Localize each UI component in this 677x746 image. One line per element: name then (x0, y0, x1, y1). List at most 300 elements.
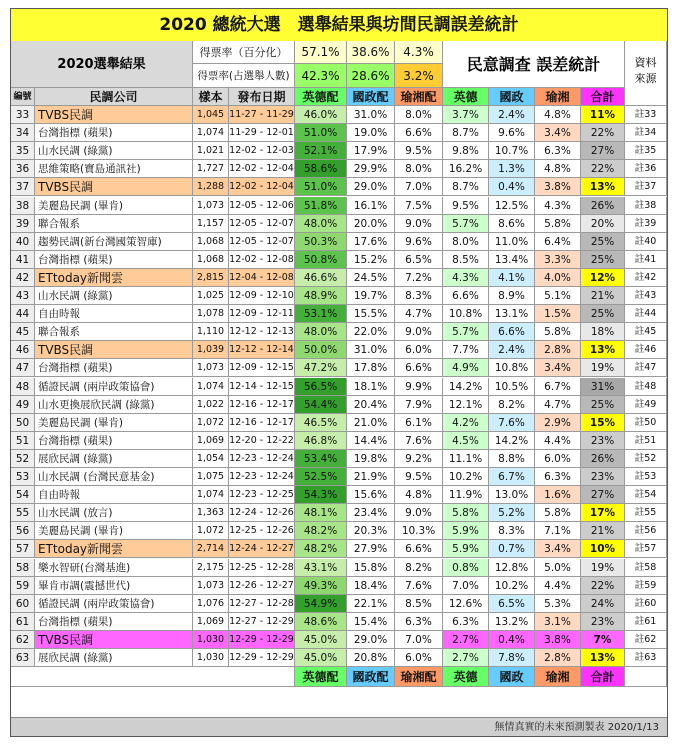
table-row-cell-b: 21.0% (347, 414, 395, 432)
table-row-cell-b: 22.1% (347, 595, 395, 613)
table-row-cell-ec: 3.4% (535, 124, 581, 142)
table-row-cell-a: 46.8% (295, 432, 347, 450)
table-row-cell-n: 1,039 (193, 341, 229, 359)
table-row-cell-no: 35 (11, 142, 35, 160)
table-row-cell-c: 6.6% (395, 540, 443, 558)
table-row-cell-c: 6.0% (395, 649, 443, 667)
table-row-cell-n: 1,072 (193, 414, 229, 432)
table-row-cell-b: 15.4% (347, 613, 395, 631)
table-row-cell-no: 47 (11, 359, 35, 377)
table-row-cell-n: 1,068 (193, 233, 229, 251)
table-row-cell-src: 註60 (625, 595, 667, 613)
column-header-2: 樣本 (193, 88, 229, 106)
table-row-cell-b: 19.7% (347, 287, 395, 305)
table-row-cell-org: 趨勢民調(新台灣國策智庫) (35, 233, 193, 251)
table-row-cell-sum: 21% (581, 287, 625, 305)
table-row-cell-sum: 13% (581, 341, 625, 359)
table-row-cell-eb: 6.6% (489, 323, 535, 341)
table-row-cell-date: 12-25 - 12-28 (229, 559, 295, 577)
table-row-cell-org: 樂水智研(台灣基進) (35, 559, 193, 577)
table-row-cell-ea: 6.3% (443, 613, 489, 631)
table-row-cell-sum: 15% (581, 414, 625, 432)
table-row-cell-eb: 8.9% (489, 287, 535, 305)
table-row-cell-org: 山水民調 (綠黨) (35, 142, 193, 160)
table-row-cell-c: 6.1% (395, 414, 443, 432)
table-row-cell-no: 56 (11, 522, 35, 540)
table-row-cell-ea: 14.2% (443, 378, 489, 396)
table-row-cell-a: 48.1% (295, 504, 347, 522)
table-row-cell-c: 8.0% (395, 106, 443, 124)
table-row-cell-a: 50.8% (295, 251, 347, 269)
table-row-cell-ea: 2.7% (443, 649, 489, 667)
table-row-cell-b: 15.5% (347, 305, 395, 323)
table-row-cell-b: 22.0% (347, 323, 395, 341)
table-row-cell-n: 1,075 (193, 468, 229, 486)
column-header-6: 瑜湘配 (395, 88, 443, 106)
table-row-cell-b: 15.2% (347, 251, 395, 269)
table-row-cell-ea: 4.3% (443, 269, 489, 287)
table-row-cell-eb: 0.4% (489, 631, 535, 649)
table-row-cell-ec: 6.7% (535, 378, 581, 396)
table-row-cell-sum: 18% (581, 323, 625, 341)
table-row-cell-date: 12-27 - 12-29 (229, 613, 295, 631)
table-row-cell-sum: 23% (581, 468, 625, 486)
table-row-cell-sum: 25% (581, 251, 625, 269)
table-row-cell-eb: 10.2% (489, 577, 535, 595)
table-row-cell-ea: 5.7% (443, 323, 489, 341)
table-row-cell-ea: 12.6% (443, 595, 489, 613)
table-row-cell-src: 註44 (625, 305, 667, 323)
table-row-cell-eb: 7.8% (489, 649, 535, 667)
table-row-cell-eb: 14.2% (489, 432, 535, 450)
error-block-title: 民意調查 誤差統計 (443, 41, 625, 88)
table-row-cell-sum: 26% (581, 450, 625, 468)
table-row-cell-n: 1,073 (193, 359, 229, 377)
table-row-cell-ec: 1.5% (535, 305, 581, 323)
table-row-cell-a: 46.5% (295, 414, 347, 432)
table-row-cell-date: 12-09 - 12-15 (229, 359, 295, 377)
table-row-cell-c: 8.0% (395, 160, 443, 178)
table-row-cell-no: 63 (11, 649, 35, 667)
table-row-cell-ec: 2.9% (535, 414, 581, 432)
table-row-cell-ec: 4.7% (535, 396, 581, 414)
table-row-cell-b: 24.5% (347, 269, 395, 287)
table-row-cell-src: 註63 (625, 649, 667, 667)
table-row-cell-org: 展欣民調 (綠黨) (35, 450, 193, 468)
table-row-cell-c: 6.6% (395, 359, 443, 377)
table-row-cell-src: 註33 (625, 106, 667, 124)
table-row-cell-n: 1,045 (193, 106, 229, 124)
table-row-cell-b: 14.4% (347, 432, 395, 450)
table-row-cell-b: 15.6% (347, 486, 395, 504)
table-row-cell-date: 12-09 - 12-10 (229, 287, 295, 305)
table-row-cell-ec: 3.1% (535, 613, 581, 631)
footer-header-4: 國政 (489, 667, 535, 687)
table-row-cell-date: 12-26 - 12-27 (229, 577, 295, 595)
table-row-cell-date: 11-27 - 11-29 (229, 106, 295, 124)
table-row-cell-src: 註46 (625, 341, 667, 359)
table-row-cell-sum: 22% (581, 160, 625, 178)
table-row-cell-ec: 6.3% (535, 468, 581, 486)
table-row-cell-ea: 10.8% (443, 305, 489, 323)
table-row-cell-a: 54.4% (295, 396, 347, 414)
result-pct-2: 4.3% (395, 41, 443, 64)
table-row-cell-eb: 12.5% (489, 197, 535, 215)
table-row-cell-ec: 1.6% (535, 486, 581, 504)
table-row-cell-sum: 12% (581, 269, 625, 287)
table-row-cell-eb: 11.0% (489, 233, 535, 251)
table-row-cell-b: 15.8% (347, 559, 395, 577)
table-row-cell-ea: 12.1% (443, 396, 489, 414)
table-row-cell-b: 17.9% (347, 142, 395, 160)
table-row-cell-src: 註38 (625, 197, 667, 215)
table-row-cell-ea: 5.9% (443, 540, 489, 558)
table-row-cell-c: 7.0% (395, 178, 443, 196)
table-row-cell-sum: 22% (581, 124, 625, 142)
table-row-cell-org: 自由時報 (35, 486, 193, 504)
table-row-cell-c: 9.5% (395, 468, 443, 486)
table-row-cell-src: 註58 (625, 559, 667, 577)
table-row-cell-a: 53.4% (295, 450, 347, 468)
table-row-cell-ea: 6.6% (443, 287, 489, 305)
table-row-cell-a: 48.2% (295, 522, 347, 540)
table-row-cell-eb: 8.8% (489, 450, 535, 468)
table-row-cell-ec: 3.4% (535, 540, 581, 558)
table-row-cell-org: 自由時報 (35, 305, 193, 323)
table-row-cell-a: 48.0% (295, 215, 347, 233)
table-row-cell-ec: 4.4% (535, 577, 581, 595)
table-row-cell-date: 12-02 - 12-04 (229, 178, 295, 196)
table-row-cell-no: 52 (11, 450, 35, 468)
table-row-cell-date: 12-14 - 12-15 (229, 378, 295, 396)
table-row-cell-ec: 3.4% (535, 359, 581, 377)
table-row-cell-n: 1,072 (193, 522, 229, 540)
table-row-cell-ea: 0.8% (443, 559, 489, 577)
table-row-cell-no: 41 (11, 251, 35, 269)
table-row-cell-eb: 6.7% (489, 468, 535, 486)
table-row-cell-eb: 1.3% (489, 160, 535, 178)
table-row-cell-ec: 2.8% (535, 341, 581, 359)
table-row-cell-org: 台灣指標 (蘋果) (35, 613, 193, 631)
column-header-3: 發布日期 (229, 88, 295, 106)
table-row-cell-a: 51.0% (295, 178, 347, 196)
table-row-cell-a: 48.6% (295, 613, 347, 631)
table-row-cell-sum: 13% (581, 649, 625, 667)
table-row-cell-a: 48.0% (295, 323, 347, 341)
table-row-cell-ea: 4.5% (443, 432, 489, 450)
table-row-cell-eb: 0.7% (489, 540, 535, 558)
table-row-cell-org: 台灣指標 (蘋果) (35, 432, 193, 450)
table-row-cell-n: 1,022 (193, 396, 229, 414)
table-row-cell-no: 55 (11, 504, 35, 522)
table-row-cell-date: 12-02 - 12-08 (229, 251, 295, 269)
table-row-cell-ec: 3.3% (535, 251, 581, 269)
table-row-cell-ec: 5.8% (535, 215, 581, 233)
table-row-cell-ea: 8.7% (443, 178, 489, 196)
table-row-cell-no: 57 (11, 540, 35, 558)
table-row-cell-no: 42 (11, 269, 35, 287)
table-row-cell-a: 45.0% (295, 649, 347, 667)
table-row-cell-a: 54.3% (295, 486, 347, 504)
table-row-cell-eb: 5.2% (489, 504, 535, 522)
table-row-cell-org: 美麗島民調 (畢肯) (35, 414, 193, 432)
table-row-cell-ea: 8.5% (443, 251, 489, 269)
table-row-cell-ea: 11.1% (443, 450, 489, 468)
table-row-cell-no: 38 (11, 197, 35, 215)
table-row-cell-ea: 7.0% (443, 577, 489, 595)
table-row-cell-date: 12-23 - 12-24 (229, 450, 295, 468)
table-row-cell-a: 46.0% (295, 106, 347, 124)
table-row-cell-a: 56.5% (295, 378, 347, 396)
table-row-cell-b: 17.8% (347, 359, 395, 377)
table-row-cell-eb: 2.4% (489, 106, 535, 124)
table-row-cell-org: 展欣民調 (綠黨) (35, 649, 193, 667)
table-row-cell-ec: 5.0% (535, 559, 581, 577)
table-row-cell-org: 山水民調 (台灣民意基金) (35, 468, 193, 486)
table-row-cell-eb: 9.6% (489, 124, 535, 142)
table-row-cell-eb: 8.6% (489, 215, 535, 233)
table-row-cell-date: 11-29 - 12-01 (229, 124, 295, 142)
table-row-cell-src: 註62 (625, 631, 667, 649)
result-row1-label: 得票率（百分化） (193, 41, 295, 64)
table-row-cell-ec: 3.8% (535, 631, 581, 649)
column-header-9: 瑜湘 (535, 88, 581, 106)
table-row-cell-ec: 4.8% (535, 106, 581, 124)
table-row-cell-n: 1,054 (193, 450, 229, 468)
table-row-cell-c: 9.5% (395, 142, 443, 160)
table-row-cell-src: 註55 (625, 504, 667, 522)
table-row-cell-b: 27.9% (347, 540, 395, 558)
table-row-cell-src: 註36 (625, 160, 667, 178)
table-row-cell-org: 聯合報系 (35, 323, 193, 341)
table-row-cell-c: 7.5% (395, 197, 443, 215)
table-row-cell-src: 註39 (625, 215, 667, 233)
table-row-cell-ec: 7.1% (535, 522, 581, 540)
table-row-cell-org: 循證民調 (兩岸政策協會) (35, 595, 193, 613)
table-row-cell-date: 12-16 - 12-17 (229, 396, 295, 414)
table-row-cell-ec: 4.4% (535, 432, 581, 450)
table-row-cell-org: ETtoday新聞雲 (35, 540, 193, 558)
table-row-cell-c: 8.5% (395, 595, 443, 613)
table-row-cell-b: 19.0% (347, 124, 395, 142)
table-row-cell-sum: 23% (581, 432, 625, 450)
table-row-cell-n: 1,110 (193, 323, 229, 341)
table-row-cell-date: 12-24 - 12-26 (229, 504, 295, 522)
table-row-cell-date: 12-12 - 12-13 (229, 323, 295, 341)
table-row-cell-src: 註43 (625, 287, 667, 305)
table-row-cell-n: 2,815 (193, 269, 229, 287)
table-row-cell-eb: 10.7% (489, 142, 535, 160)
table-row-cell-n: 1,069 (193, 613, 229, 631)
table-row-cell-a: 50.0% (295, 341, 347, 359)
table-row-cell-ea: 5.9% (443, 522, 489, 540)
table-row-cell-ec: 4.3% (535, 197, 581, 215)
table-row-cell-ec: 5.3% (535, 595, 581, 613)
table-row-cell-date: 12-25 - 12-26 (229, 522, 295, 540)
table-row-cell-ea: 8.7% (443, 124, 489, 142)
table-row-cell-n: 1,025 (193, 287, 229, 305)
table-row-cell-src: 註48 (625, 378, 667, 396)
table-row-cell-no: 61 (11, 613, 35, 631)
footer-blank (11, 667, 295, 687)
table-row-cell-b: 16.1% (347, 197, 395, 215)
table-row-cell-eb: 2.4% (489, 341, 535, 359)
table-row-cell-a: 51.0% (295, 124, 347, 142)
poll-table (10, 8, 668, 737)
table-row-cell-date: 12-23 - 12-24 (229, 468, 295, 486)
footer-header-3: 英德 (443, 667, 489, 687)
table-row-cell-ec: 4.0% (535, 269, 581, 287)
table-row-cell-date: 12-29 - 12-29 (229, 649, 295, 667)
table-row-cell-src: 註52 (625, 450, 667, 468)
footer-header-2: 瑜湘配 (395, 667, 443, 687)
result-share-1: 28.6% (347, 64, 395, 88)
table-row-cell-no: 60 (11, 595, 35, 613)
table-row-cell-date: 12-23 - 12-25 (229, 486, 295, 504)
table-row-cell-src: 註50 (625, 414, 667, 432)
table-row-cell-org: 美麗島民調 (畢肯) (35, 197, 193, 215)
table-row-cell-c: 7.6% (395, 577, 443, 595)
table-row-cell-a: 46.6% (295, 269, 347, 287)
table-row-cell-no: 40 (11, 233, 35, 251)
table-row-cell-c: 4.8% (395, 486, 443, 504)
table-row-cell-c: 6.0% (395, 341, 443, 359)
table-row-cell-b: 20.3% (347, 522, 395, 540)
table-row-cell-date: 12-05 - 12-07 (229, 215, 295, 233)
column-header-7: 英德 (443, 88, 489, 106)
table-row-cell-c: 9.0% (395, 215, 443, 233)
table-row-cell-src: 註49 (625, 396, 667, 414)
table-row-cell-c: 7.9% (395, 396, 443, 414)
table-row-cell-sum: 22% (581, 577, 625, 595)
table-row-cell-ea: 8.0% (443, 233, 489, 251)
table-row-cell-eb: 7.6% (489, 414, 535, 432)
table-row-cell-sum: 27% (581, 486, 625, 504)
column-header-0: 編號 (11, 88, 35, 106)
table-row-cell-org: 山水更換展欣民調 (綠黨) (35, 396, 193, 414)
table-row-cell-no: 59 (11, 577, 35, 595)
table-row-cell-ea: 4.2% (443, 414, 489, 432)
table-row-cell-org: 山水民調 (綠黨) (35, 287, 193, 305)
table-row-cell-n: 1,363 (193, 504, 229, 522)
table-row-cell-ea: 2.7% (443, 631, 489, 649)
table-row-cell-ec: 4.8% (535, 160, 581, 178)
table-row-cell-src: 註41 (625, 251, 667, 269)
table-row-cell-ec: 2.8% (535, 649, 581, 667)
table-row-cell-c: 6.6% (395, 124, 443, 142)
table-row-cell-n: 1,074 (193, 124, 229, 142)
table-row-cell-n: 1,073 (193, 577, 229, 595)
table-row-cell-no: 43 (11, 287, 35, 305)
table-row-cell-a: 48.9% (295, 287, 347, 305)
table-row-cell-n: 1,030 (193, 631, 229, 649)
table-row-cell-date: 12-05 - 12-06 (229, 197, 295, 215)
table-row-cell-src: 註34 (625, 124, 667, 142)
table-row-cell-b: 23.4% (347, 504, 395, 522)
table-row-cell-ea: 7.7% (443, 341, 489, 359)
table-row-cell-eb: 4.1% (489, 269, 535, 287)
table-row-cell-src: 註53 (625, 468, 667, 486)
table-row-cell-sum: 31% (581, 378, 625, 396)
table-row-cell-a: 45.0% (295, 631, 347, 649)
column-header-4: 英德配 (295, 88, 347, 106)
table-row-cell-c: 9.0% (395, 504, 443, 522)
table-row-cell-ea: 5.8% (443, 504, 489, 522)
table-row-cell-date: 12-12 - 12-14 (229, 341, 295, 359)
table-row-cell-src: 註59 (625, 577, 667, 595)
table-row-cell-sum: 21% (581, 522, 625, 540)
table-row-cell-no: 62 (11, 631, 35, 649)
table-row-cell-eb: 13.2% (489, 613, 535, 631)
table-row-cell-org: 台灣指標 (蘋果) (35, 124, 193, 142)
table-row-cell-ea: 5.7% (443, 215, 489, 233)
table-row-cell-n: 1,069 (193, 432, 229, 450)
table-row-cell-ec: 3.8% (535, 178, 581, 196)
table-row-cell-ec: 6.4% (535, 233, 581, 251)
table-row-cell-sum: 27% (581, 142, 625, 160)
table-row-cell-date: 12-09 - 12-11 (229, 305, 295, 323)
table-row-cell-no: 34 (11, 124, 35, 142)
table-row-cell-eb: 8.2% (489, 396, 535, 414)
table-row-cell-c: 10.3% (395, 522, 443, 540)
table-row-cell-n: 1,030 (193, 649, 229, 667)
table-row-cell-a: 43.1% (295, 559, 347, 577)
table-row-cell-date: 12-27 - 12-28 (229, 595, 295, 613)
table-row-cell-src: 註40 (625, 233, 667, 251)
column-header-1: 民調公司 (35, 88, 193, 106)
table-row-cell-no: 33 (11, 106, 35, 124)
table-row-cell-c: 9.2% (395, 450, 443, 468)
table-row-cell-no: 54 (11, 486, 35, 504)
table-row-cell-no: 50 (11, 414, 35, 432)
table-row-cell-src: 註56 (625, 522, 667, 540)
table-row-cell-b: 29.9% (347, 160, 395, 178)
table-row-cell-c: 8.3% (395, 287, 443, 305)
table-row-cell-ea: 4.9% (443, 359, 489, 377)
table-row-cell-ec: 6.3% (535, 142, 581, 160)
table-row-cell-src: 註47 (625, 359, 667, 377)
footer-header-1: 國政配 (347, 667, 395, 687)
table-row-cell-c: 9.9% (395, 378, 443, 396)
table-row-cell-date: 12-20 - 12-22 (229, 432, 295, 450)
table-row-cell-eb: 0.4% (489, 178, 535, 196)
table-row-cell-no: 49 (11, 396, 35, 414)
table-row-cell-no: 53 (11, 468, 35, 486)
table-row-cell-org: TVBS民調 (35, 106, 193, 124)
table-row-cell-no: 48 (11, 378, 35, 396)
table-row-cell-ea: 10.2% (443, 468, 489, 486)
table-row-cell-b: 19.8% (347, 450, 395, 468)
source-header: 資料 來源 (625, 41, 667, 106)
table-row-cell-a: 53.1% (295, 305, 347, 323)
table-row-cell-no: 46 (11, 341, 35, 359)
result-pct-1: 38.6% (347, 41, 395, 64)
table-row-cell-eb: 10.8% (489, 359, 535, 377)
table-row-cell-date: 12-04 - 12-08 (229, 269, 295, 287)
table-row-cell-ea: 3.7% (443, 106, 489, 124)
table-row-cell-n: 1,068 (193, 251, 229, 269)
table-row-cell-n: 2,714 (193, 540, 229, 558)
table-row-cell-date: 12-02 - 12-03 (229, 142, 295, 160)
table-row-cell-a: 50.3% (295, 233, 347, 251)
footer-blank-src (625, 667, 667, 687)
table-row-cell-a: 58.6% (295, 160, 347, 178)
table-row-cell-b: 31.0% (347, 341, 395, 359)
table-row-cell-src: 註54 (625, 486, 667, 504)
table-row-cell-org: 山水民調 (放言) (35, 504, 193, 522)
table-row-cell-c: 7.2% (395, 269, 443, 287)
table-row-cell-org: TVBS民調 (35, 178, 193, 196)
